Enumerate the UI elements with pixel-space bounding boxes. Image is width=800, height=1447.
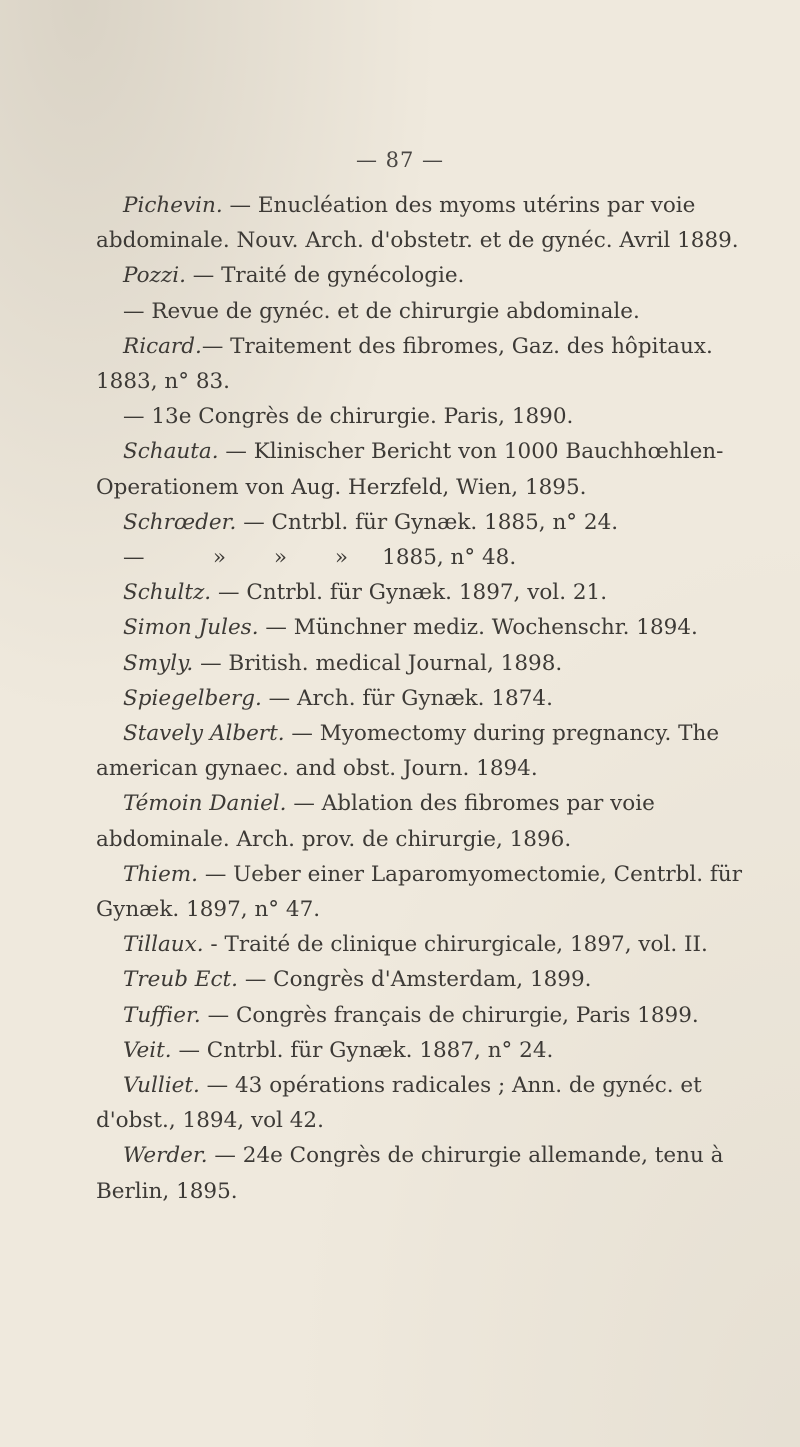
entry-text: — Arch. für Gynæk. 1874. bbox=[261, 685, 553, 711]
entry-author: Pichevin. bbox=[123, 193, 223, 218]
bibliography-entry bbox=[96, 540, 748, 575]
entry-text: — Myomectomy during pregnancy. The american gynaec. and obst. Journ. 1894. bbox=[96, 721, 720, 782]
bibliography-entry bbox=[96, 1068, 748, 1138]
entry-author: Stavely Albert. bbox=[123, 721, 285, 747]
entry-author: Vulliet. bbox=[123, 1073, 200, 1099]
bibliography-entry bbox=[96, 434, 748, 504]
entry-text: — Ueber einer Laparomyomectomie, Centrbl. für Gynæk. 1897, n° 47. bbox=[96, 861, 743, 923]
bibliography-entry bbox=[96, 610, 748, 645]
bibliography-entry bbox=[96, 681, 748, 716]
bibliography-entry bbox=[96, 998, 748, 1033]
bibliography-entry bbox=[96, 646, 748, 681]
entry-author: Smyly. bbox=[123, 650, 194, 676]
entry-author: Veit. bbox=[123, 1037, 172, 1063]
bibliography-entry bbox=[96, 258, 748, 293]
bibliography-entry bbox=[96, 716, 748, 786]
entry-author: Schauta. bbox=[123, 439, 219, 465]
bibliography-entry bbox=[96, 294, 748, 329]
entry-text: — Enucléation des myoms utérins par voie abdominale. Nouv. Arch. d'obstetr. et de gynéc. Avril 1889. bbox=[96, 193, 739, 254]
entry-text: — Cntrbl. für Gynæk. 1897, vol. 21. bbox=[211, 580, 608, 606]
entry-author: Schrœder. bbox=[123, 509, 237, 535]
page-number: — 87 — bbox=[355, 148, 445, 172]
entry-author: Treub Ect. bbox=[123, 967, 238, 993]
entry-text: — 43 opérations radicales ; Ann. de gynéc. et d'obst., 1894, vol 42. bbox=[96, 1073, 702, 1134]
entry-text: — 24e Congrès de chirurgie allemande, tenu à Berlin, 1895. bbox=[96, 1143, 724, 1204]
entry-author: Tillaux. bbox=[123, 932, 204, 958]
entry-author: Simon Jules. bbox=[123, 615, 259, 641]
bibliography-entry bbox=[96, 962, 748, 997]
entry-text: — Congrès français de chirurgie, Paris 1899. bbox=[200, 1002, 699, 1028]
entry-text: — Cntrbl. für Gynæk. 1885, n° 24. bbox=[236, 509, 619, 535]
bibliography-entry bbox=[96, 329, 748, 399]
entry-author: Werder. bbox=[123, 1143, 208, 1169]
bibliography-entry bbox=[96, 505, 748, 540]
bibliography-entry bbox=[96, 399, 748, 434]
entry-text: — Münchner mediz. Wochenschr. 1894. bbox=[258, 615, 698, 641]
entry-author: Pozzi. bbox=[123, 263, 186, 289]
bibliography-entry bbox=[96, 857, 748, 927]
entry-author: Tuffier. bbox=[123, 1002, 201, 1028]
entry-author: Spiegelberg. bbox=[123, 685, 262, 711]
entry-text: — 13e Congrès de chirurgie. Paris, 1890. bbox=[123, 404, 574, 430]
entry-author: Témoin Daniel. bbox=[123, 791, 287, 817]
entry-text: — Klinischer Bericht von 1000 Bauchhœhlen-Operationem von Aug. Herzfeld, Wien, 1895. bbox=[96, 439, 724, 500]
entry-text: — Traité de gynécologie. bbox=[185, 263, 465, 289]
entry-text: — Ablation des fibromes par voie abdominale. Arch. prov. de chirurgie, 1896. bbox=[96, 791, 655, 852]
entry-author: Thiem. bbox=[123, 861, 199, 887]
entry-author: Schultz. bbox=[123, 580, 212, 606]
bibliography-list bbox=[96, 188, 748, 1209]
entry-text: — Revue de gynéc. et de chirurgie abdominale. bbox=[123, 298, 640, 324]
bibliography-entry bbox=[96, 1138, 748, 1208]
entry-text: — British. medical Journal, 1898. bbox=[193, 650, 563, 676]
entry-text: - Traité de clinique chirurgicale, 1897, vol. II. bbox=[203, 932, 708, 958]
entry-text: — Cntrbl. für Gynæk. 1887, n° 24. bbox=[171, 1037, 554, 1063]
entry-text: — Traitement des fibromes, Gaz. des hôpitaux. 1883, n° 83. bbox=[96, 333, 713, 395]
entry-text: — » » » 1885, n° 48. bbox=[123, 545, 517, 571]
bibliography-entry bbox=[96, 786, 748, 856]
entry-text: — Congrès d'Amsterdam, 1899. bbox=[238, 967, 592, 993]
bibliography-entry bbox=[96, 575, 748, 610]
bibliography-entry bbox=[96, 188, 748, 258]
bibliography-entry bbox=[96, 1033, 748, 1068]
bibliography-entry bbox=[96, 927, 748, 962]
entry-author: Ricard. bbox=[123, 333, 202, 359]
